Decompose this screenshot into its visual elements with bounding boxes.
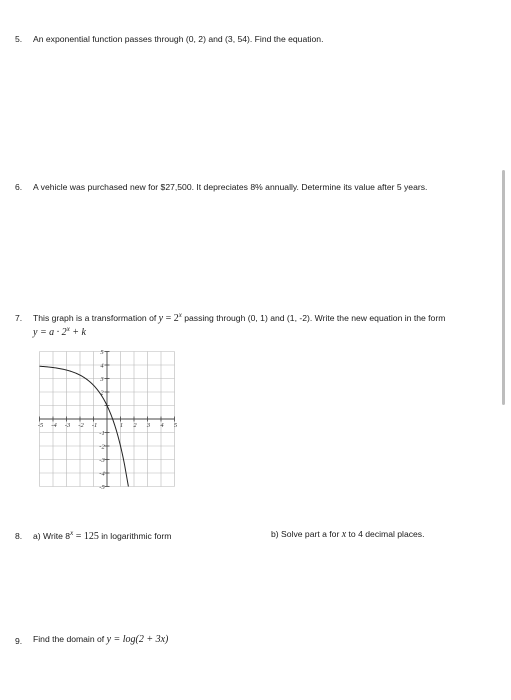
- y-tick-label: 3: [100, 376, 104, 383]
- question-7-form: [33, 325, 86, 338]
- question-7-text-b: passing through (0, 1) and (1, -2). Write the new equation in the form: [181, 313, 446, 323]
- question-8-part-a-exp: x: [70, 529, 74, 537]
- question-8-number: 8.: [15, 531, 23, 541]
- x-tick-label: 1: [119, 422, 124, 429]
- question-7-text: [33, 311, 445, 324]
- y-tick-label: -1: [99, 430, 105, 437]
- question-9-text: [33, 634, 168, 645]
- x-tick-label: -5: [37, 422, 44, 429]
- question-5-text: An exponential function passes through (0, 2) and (3, 54). Find the equation.: [33, 34, 324, 44]
- question-7-text-a: This graph is a transformation of: [33, 313, 159, 323]
- y-tick-label: -2: [99, 443, 105, 451]
- x-tick-label: -3: [64, 422, 71, 429]
- x-tick-label: 5: [173, 422, 178, 429]
- question-9-prefix: Find the domain of: [33, 634, 107, 644]
- y-tick-label: 5: [100, 349, 104, 356]
- question-9-expr: y = log(2 + 3x): [106, 634, 169, 645]
- question-7-base-y: y: [158, 313, 164, 324]
- scrollbar[interactable]: [502, 170, 505, 405]
- question-8-part-a: [33, 529, 171, 542]
- x-tick-label: -4: [51, 422, 57, 429]
- question-8-part-b-suffix: to 4 decimal places.: [346, 529, 425, 539]
- x-tick-label: -1: [91, 422, 98, 429]
- question-8-part-b-var: x: [341, 529, 347, 540]
- y-tick-label: 4: [100, 362, 104, 370]
- question-7-number: 7.: [15, 313, 23, 323]
- question-8-part-b-prefix: b) Solve part a for: [271, 529, 342, 539]
- y-tick-label: -4: [99, 470, 105, 478]
- question-8-part-a-prefix: a) Write 8: [33, 531, 71, 541]
- x-tick-label: 3: [146, 422, 151, 429]
- question-7-form-exp: x: [66, 325, 70, 333]
- y-tick-label: -5: [99, 484, 105, 491]
- question-6-text: A vehicle was purchased new for $27,500. It depreciates 8% annually. Determine its value after 5 years.: [33, 182, 428, 192]
- question-8-part-a-eq: = 125: [73, 531, 99, 542]
- question-7-graph: [36, 343, 184, 491]
- x-tick-label: 4: [160, 422, 164, 429]
- question-6-number: 6.: [15, 182, 23, 192]
- x-tick-label: -2: [78, 422, 84, 429]
- question-7-base-eq: = 2: [163, 313, 179, 324]
- question-7-form-tail: + k: [69, 327, 86, 338]
- question-8-part-a-suffix: in logarithmic form: [98, 531, 172, 541]
- question-5-number: 5.: [15, 34, 23, 44]
- x-tick-label: 2: [133, 422, 137, 429]
- y-tick-label: 2: [100, 389, 104, 397]
- question-7-base-exp: x: [178, 311, 182, 319]
- question-7-form-line: y = a · 2: [33, 327, 67, 338]
- question-9-number: 9.: [15, 636, 23, 646]
- question-8-part-b: [271, 529, 425, 540]
- y-tick-label: -3: [99, 457, 105, 464]
